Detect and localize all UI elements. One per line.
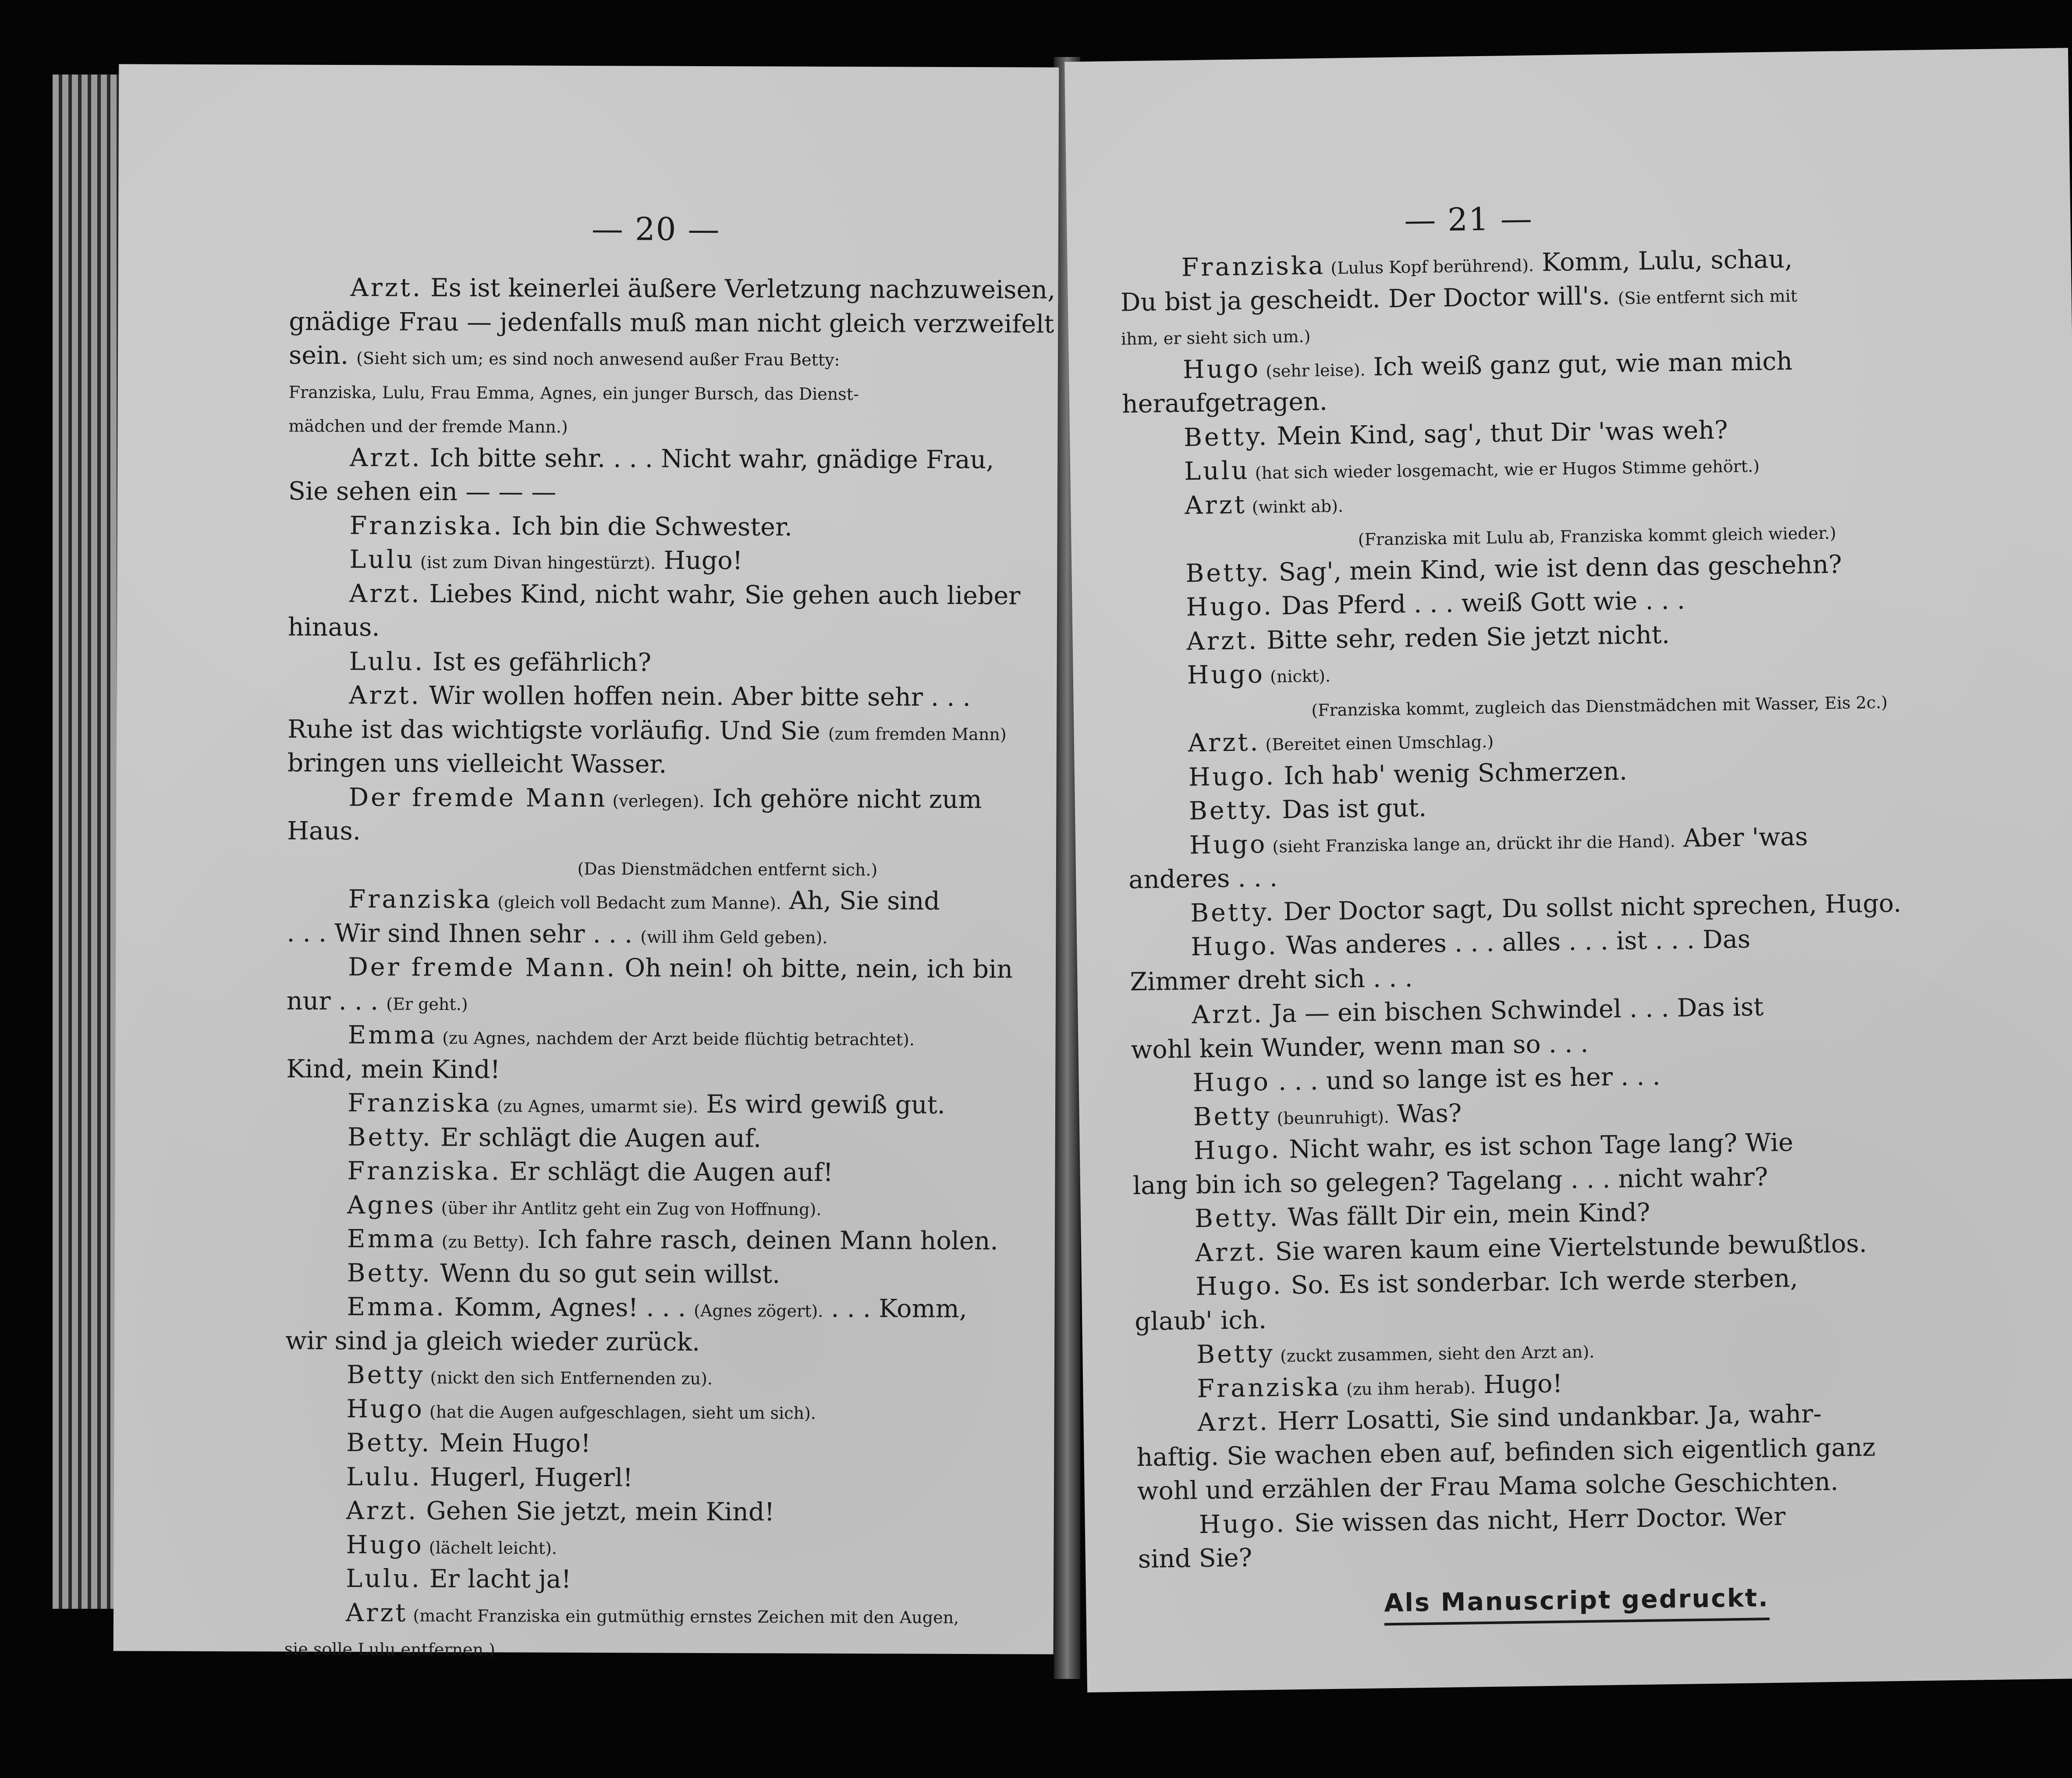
speaker-name: Emma — [348, 1021, 437, 1050]
speaker-name: Arzt. — [1195, 1237, 1268, 1267]
speaker-name: Hugo — [346, 1530, 424, 1560]
right-page — [1064, 48, 2072, 1693]
speaker-name: Franziska. — [349, 511, 504, 541]
speaker-name: Betty — [1193, 1101, 1272, 1131]
stage-direction: (ist zum Divan hingestürzt). — [415, 552, 656, 573]
text-line — [289, 271, 1170, 308]
text-line — [284, 1630, 1165, 1667]
speaker-name: Arzt. — [349, 681, 421, 710]
text-line — [289, 339, 1170, 376]
stage-direction: (Franziska mit Lulu ab, Franziska kommt gleich wieder.) — [1358, 523, 1837, 549]
stage-direction: (Franziska kommt, zugleich das Dienstmädchen mit Wasser, Eis 2c.) — [1311, 692, 1888, 720]
speaker-name: Arzt. — [1188, 728, 1260, 758]
speaker-name: Hugo. — [1188, 761, 1276, 792]
dialogue-text: Wir wollen hoffen nein. Aber bitte sehr . . . — [421, 681, 971, 712]
text-line — [286, 1188, 1167, 1225]
stage-direction: sie solle Lulu entfernen.) — [284, 1639, 495, 1660]
speaker-name: Hugo — [346, 1394, 424, 1424]
dialogue-text: wohl kein Wunder, wenn man so . . . — [1131, 1029, 1589, 1064]
dialogue-text: wir sind ja gleich wieder zurück. — [285, 1326, 700, 1357]
speaker-name: Franziska — [1196, 1372, 1341, 1403]
dialogue-text: Er schlägt die Augen auf! — [501, 1157, 834, 1187]
speaker-name: Arzt — [1184, 490, 1247, 520]
dialogue-text: Nicht wahr, es ist schon Tage lang? Wie — [1281, 1128, 1794, 1164]
dialogue-text: Ich weiß ganz gut, wie man mich — [1365, 346, 1793, 382]
stage-direction: (gleich voll Bedacht zum Manne). — [492, 893, 781, 913]
dialogue-text: Du bist ja gescheidt. Der Doctor will's. — [1120, 281, 1618, 317]
stage-direction: (Sieht sich um; es sind noch anwesend außer Frau Betty: — [356, 348, 840, 370]
speaker-name: Lulu. — [349, 647, 425, 676]
speaker-name: Der fremde Mann. — [348, 953, 617, 983]
speaker-name: Hugo. — [1195, 1271, 1283, 1301]
text-line — [286, 1086, 1167, 1124]
speaker-name: Lulu. — [346, 1462, 422, 1492]
speaker-name: Hugo. — [1186, 591, 1274, 622]
dialogue-text: Was fällt Dir ein, mein Kind? — [1279, 1198, 1650, 1232]
dialogue-text: Liebes Kind, nicht wahr, Sie gehen auch lieber — [421, 579, 1021, 610]
page-number: — 20 — — [591, 210, 720, 248]
page-edges — [53, 75, 123, 1609]
stage-direction: (sehr leise). — [1260, 360, 1366, 381]
dialogue-text: Aber 'was — [1675, 822, 1808, 853]
speaker-name: Betty — [346, 1360, 425, 1390]
speaker-name: Lulu. — [346, 1564, 422, 1593]
stage-direction: (hat sich wieder losgemacht, wie er Hugos Stimme gehört.) — [1249, 456, 1760, 483]
speaker-name: Hugo. — [1199, 1508, 1287, 1539]
stage-direction: (macht Franziska ein gutmüthig ernstes Zeichen mit den Augen, — [408, 1606, 959, 1627]
speaker-name: Betty. — [347, 1122, 433, 1152]
stage-direction: mädchen und der fremde Mann.) — [288, 416, 568, 437]
dialogue-text: Sag', mein Kind, wie ist denn das geschehn? — [1270, 550, 1842, 587]
dialogue-text: Gehen Sie jetzt, mein Kind! — [418, 1496, 775, 1527]
stage-direction: (Bereitet einen Umschlag.) — [1260, 732, 1494, 755]
dialogue-text: heraufgetragen. — [1121, 387, 1328, 419]
dialogue-text: Mein Hugo! — [431, 1428, 591, 1458]
text-line — [286, 1154, 1167, 1191]
stage-direction: (sieht Franziska lange an, drückt ihr die Hand). — [1267, 831, 1676, 857]
text-line — [286, 1018, 1167, 1056]
stage-direction: (zum fremden Mann) — [828, 724, 1007, 744]
speaker-name: Arzt. — [350, 273, 423, 302]
imprint-line: Als Manuscript gedruckt. — [1384, 1581, 1770, 1626]
stage-direction: (hat die Augen aufgeschlagen, sieht um sich). — [424, 1402, 816, 1423]
text-line — [286, 1222, 1167, 1259]
speaker-name: Arzt. — [1197, 1407, 1270, 1437]
text-line — [288, 441, 1169, 478]
dialogue-text: Der Doctor sagt, Du sollst nicht sprechen, Hugo. — [1275, 889, 1902, 927]
dialogue-text: Sie wissen das nicht, Herr Doctor. Wer — [1286, 1502, 1786, 1538]
dialogue-text: haftig. Sie wachen eben auf, befinden sich eigentlich ganz — [1136, 1433, 1876, 1472]
text-line — [287, 712, 1168, 750]
dialogue-text: Ah, Sie sind — [781, 886, 940, 916]
text-line — [285, 1392, 1166, 1429]
speaker-name: Hugo. — [1193, 1135, 1281, 1166]
dialogue-text: Es ist keinerlei äußere Verletzung nachzuweisen, — [422, 273, 1056, 305]
dialogue-text: Mein Kind, sag', thut Dir 'was weh? — [1268, 415, 1728, 451]
stage-direction: (verlegen). — [607, 791, 705, 811]
stage-direction: Franziska, Lulu, Frau Emma, Agnes, ein junger Bursch, das Dienst- — [288, 382, 859, 404]
dialogue-text: Er schlägt die Augen auf. — [432, 1123, 762, 1153]
text-line — [288, 576, 1169, 614]
dialogue-text: Ich bin die Schwester. — [504, 511, 793, 542]
stage-direction: (zu Agnes, nachdem der Arzt beide flüchtig betrachtet). — [437, 1028, 915, 1049]
stage-direction: (Er geht.) — [386, 994, 468, 1014]
dialogue-text: Wenn du so gut sein willst. — [432, 1259, 781, 1289]
dialogue-text: . . . Wir sind Ihnen sehr . . . — [287, 918, 641, 949]
text-line — [287, 814, 1168, 852]
dialogue-text: anderes . . . — [1128, 863, 1278, 895]
text-line — [287, 780, 1168, 818]
speaker-name: Arzt. — [1186, 626, 1259, 656]
speaker-name: Emma — [347, 1224, 436, 1254]
stage-direction: (beunruhigt). — [1271, 1107, 1390, 1128]
text-line — [285, 1324, 1166, 1361]
page-text — [1120, 238, 2072, 1629]
dialogue-text: wohl und erzählen der Frau Mama solche Geschichten. — [1137, 1467, 1839, 1506]
dialogue-text: lang bin ich so gelegen? Tagelang . . . nicht wahr? — [1132, 1162, 1768, 1200]
speaker-name: Franziska — [1181, 251, 1326, 282]
dialogue-text: Hugo! — [1475, 1369, 1563, 1399]
page-text — [284, 271, 1170, 1667]
stage-direction: (will ihm Geld geben). — [640, 927, 828, 947]
text-line — [288, 543, 1169, 580]
speaker-name: Hugo — [1189, 829, 1267, 860]
speaker-name: Franziska — [347, 1088, 492, 1118]
dialogue-text: Ruhe ist das wichtigste vorläufig. Und Sie — [287, 715, 828, 746]
text-line — [285, 1358, 1166, 1395]
speaker-name: Betty. — [346, 1428, 432, 1458]
stage-direction: ihm, er sieht sich um.) — [1121, 327, 1311, 349]
stage-direction: (winkt ab). — [1246, 496, 1344, 517]
text-line — [284, 1596, 1165, 1633]
page-number: — 21 — — [1404, 200, 1533, 239]
speaker-name: Franziska — [348, 885, 493, 914]
dialogue-text: Komm, Agnes! . . . — [446, 1292, 694, 1323]
speaker-name: Betty. — [1190, 897, 1276, 928]
text-line — [286, 1256, 1167, 1293]
text-line — [286, 1052, 1167, 1089]
speaker-name: Lulu — [1184, 456, 1250, 486]
dialogue-text: . . . Komm, — [823, 1294, 967, 1324]
dialogue-text: Ja — ein bischen Schwindel . . . Das ist — [1263, 992, 1764, 1029]
speaker-name: Arzt. — [349, 579, 422, 608]
dialogue-text: sind Sie? — [1138, 1543, 1252, 1574]
text-line — [284, 1562, 1165, 1599]
left-page — [114, 64, 1059, 1660]
dialogue-text: Zimmer dreht sich . . . — [1129, 963, 1413, 996]
text-line — [285, 1426, 1166, 1463]
stage-direction: (zu Betty). — [436, 1232, 530, 1252]
dialogue-text: Was? — [1389, 1099, 1462, 1129]
speaker-name: Betty. — [1185, 558, 1271, 588]
dialogue-text: Er lacht ja! — [421, 1564, 571, 1594]
stage-direction: (nickt den sich Entfernenden zu). — [425, 1368, 713, 1389]
stage-direction: (zu ihm herab). — [1341, 1377, 1476, 1399]
stage-direction: (nickt). — [1264, 666, 1331, 686]
stage-direction: (lächelt leicht). — [423, 1538, 557, 1558]
dialogue-text: Das Pferd . . . weiß Gott wie . . . — [1273, 586, 1685, 621]
dialogue-text: bringen uns vielleicht Wasser. — [287, 748, 667, 779]
speaker-name: Betty. — [1189, 795, 1274, 826]
speaker-name: Hugo. — [1190, 931, 1279, 962]
text-line — [287, 916, 1167, 953]
dialogue-text: Ich bitte sehr. . . . Nicht wahr, gnädige Frau, — [422, 443, 994, 474]
speaker-name: Betty. — [347, 1258, 433, 1288]
dialogue-text: Ist es gefährlich? — [425, 647, 652, 677]
text-line — [285, 1290, 1166, 1327]
speaker-name: Betty. — [1194, 1203, 1280, 1234]
speaker-name: Arzt. — [346, 1496, 419, 1526]
text-line — [288, 611, 1169, 648]
dialogue-text: Sie waren kaum eine Viertelstunde bewußtlos. — [1267, 1229, 1867, 1266]
dialogue-text: Bitte sehr, reden Sie jetzt nicht. — [1258, 620, 1670, 655]
stage-direction: (Agnes zögert). — [694, 1301, 823, 1321]
stage-direction: (zuckt zusammen, sieht den Arzt an). — [1274, 1342, 1595, 1366]
dialogue-text: Das ist gut. — [1274, 793, 1427, 825]
text-line — [287, 848, 1168, 885]
dialogue-text: Sie sehen ein — — — — [288, 477, 557, 507]
text-line — [289, 305, 1170, 342]
stage-direction: (über ihr Antlitz geht ein Zug von Hoffnung). — [436, 1198, 822, 1219]
stage-direction: (zu Agnes, umarmt sie). — [491, 1096, 699, 1117]
stage-direction: (Das Dienstmädchen entfernt sich.) — [577, 859, 878, 879]
text-line — [289, 373, 1170, 410]
dialogue-text: Ich gehöre nicht zum — [704, 784, 982, 814]
speaker-name: Arzt. — [350, 443, 422, 473]
dialogue-text: So. Es ist sonderbar. Ich werde sterben, — [1283, 1264, 1799, 1300]
stage-direction: (Sie entfernt sich mit — [1618, 286, 1798, 308]
dialogue-text: gnädige Frau — jedenfalls muß man nicht gleich verzweifelt — [289, 307, 1054, 339]
stage-direction: (Lulus Kopf berührend). — [1325, 256, 1534, 278]
speaker-name: Emma. — [347, 1292, 447, 1322]
speaker-name: Arzt. — [1192, 999, 1264, 1030]
speaker-name: Betty — [1196, 1339, 1275, 1369]
text-line — [287, 644, 1168, 682]
dialogue-text: Hugo! — [656, 546, 743, 576]
speaker-name: Agnes — [347, 1190, 436, 1220]
text-line — [288, 407, 1169, 444]
speaker-name: Hugo — [1187, 659, 1265, 690]
dialogue-text: Ich hab' wenig Schmerzen. — [1275, 756, 1628, 791]
text-line — [287, 679, 1168, 716]
dialogue-text: nur . . . — [286, 986, 387, 1016]
text-line — [287, 747, 1168, 784]
dialogue-text: Haus. — [287, 816, 361, 846]
speaker-name: Der fremde Mann — [348, 782, 607, 813]
speaker-name: Betty. — [1183, 422, 1269, 452]
dialogue-text: . . . und so lange ist es her . . . — [1270, 1062, 1661, 1096]
speaker-name: Lulu — [349, 545, 415, 574]
text-line — [287, 882, 1168, 920]
speaker-name: Arzt — [345, 1598, 408, 1628]
text-line — [288, 509, 1169, 546]
text-line — [285, 1460, 1166, 1497]
dialogue-text: hinaus. — [287, 612, 380, 642]
text-line — [285, 1494, 1166, 1531]
text-line — [288, 475, 1169, 512]
dialogue-text: Herr Losatti, Sie sind undankbar. Ja, wahr- — [1269, 1399, 1822, 1436]
dialogue-text: Ich fahre rasch, deinen Mann holen. — [529, 1225, 998, 1256]
text-line — [287, 984, 1167, 1021]
dialogue-text: glaub' ich. — [1134, 1305, 1267, 1336]
dialogue-text: Was anderes . . . alles . . . ist . . . Das — [1278, 925, 1751, 960]
speaker-name: Hugo — [1192, 1067, 1271, 1098]
speaker-name: Hugo — [1182, 354, 1261, 384]
dialogue-text: Hugerl, Hugerl! — [422, 1462, 633, 1492]
dialogue-text: Komm, Lulu, schau, — [1533, 245, 1793, 277]
dialogue-text: Kind, mein Kind! — [286, 1054, 500, 1084]
speaker-name: Franziska. — [347, 1156, 502, 1186]
text-line — [284, 1528, 1165, 1565]
text-line — [286, 1120, 1167, 1157]
dialogue-text: Oh nein! oh bitte, nein, ich bin — [617, 953, 1013, 984]
dialogue-text: Es wird gewiß gut. — [698, 1089, 945, 1120]
dialogue-text: sein. — [288, 341, 357, 370]
text-line — [287, 950, 1167, 988]
